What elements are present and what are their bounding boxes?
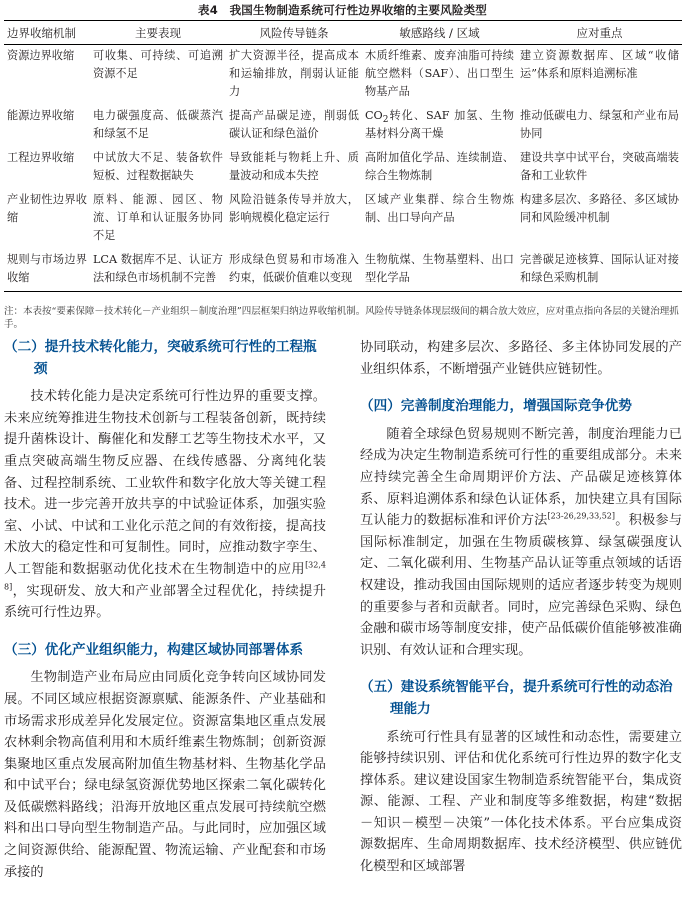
paragraph-text: 技术转化能力是决定系统可行性边界的重要支撑。未来应统筹推进生物技术创新与工程装备创新，既持续提升菌株设计、酶催化和发酵工艺等生物技术水平，又重点突破高端生物反应器、在线传感器、分离纯化装备、过程控制系统、工业软件和数字化放大等关键工程技术。进一步完善开放共享的中试验证体系，加强实验室、小试、中试和工业化示范之间的有效衔接，提高技术放大的稳定性和可复制性。同时，应推动数字孪生、人工智能和数据驱动优化技术在生物制造中的应用 (4, 389, 326, 577)
header-cell: 风险传导链条 (226, 21, 362, 45)
co2-subscript: 2 (382, 115, 389, 126)
table-cell: 能源边界收缩 (7, 109, 75, 122)
table-note: 注：本表按“要素保障－技术转化－产业组织－制度治理”四层框架归纳边界收缩机制。风险传导链条体现层级间的耦合放大效应，应对重点指向各层的关键治理抓手。 (4, 306, 679, 330)
table-cell: 导致能耗与物耗上升、质量波动和成本失控 (229, 151, 359, 182)
table-cell: 规则与市场边界收缩 (4, 249, 90, 292)
citation-ref: [32,48] (4, 560, 326, 592)
table-header-row (4, 21, 682, 45)
citation-ref: [23-26,29,33,52] (547, 511, 616, 521)
section-heading-2: （二）提升技术转化能力，突破系统可行性的工程瓶颈 (4, 339, 317, 377)
paragraph-text: 。积极参与国际标准制定，加强在生物质碳核算、绿氢碳强度认定、二氧化碳利用、生物基产品认证等重点领域的话语权建设，推动我国由国际规则的适应者逐步转变为规则的重要参与者和贡献者。同时，应完善绿色采购、绿色金融和碳市场等制度安排，使产品低碳价值能够被准确识别、有效认证和合理实现。 (360, 513, 683, 658)
table-cell: 构建多层次、多路径、多区域协同和风险缓冲机制 (520, 193, 679, 224)
table-cell (362, 105, 517, 147)
table-cell: 工程边界收缩 (7, 151, 75, 164)
table-row (4, 189, 682, 249)
table-cell: LCA 数据库不足、认证方法和绿色市场机制不完善 (90, 249, 226, 292)
body-paragraph: 协同联动，构建多层次、多路径、多主体协同发展的产业组织体系，不断增强产业链供应链韧性。 (360, 340, 682, 377)
table-cell: 推动低碳电力、绿氢和产业布局协同 (520, 109, 679, 140)
table-cell: 原料、能源、园区、物流、订单和认证服务协同不足 (93, 193, 223, 242)
table-row (4, 249, 682, 292)
body-paragraph: 系统可行性具有显著的区域性和动态性，需要建立能够持续识别、评估和优化系统可行性边界的数字化支撑体系。建议建设国家生物制造系统智能平台，集成资源、能源、工程、产业和制度等多维数据，构建“数据－知识－模型－决策”一体化技术体系。平台应集成资源数据库、生命周期数据库、技术经济模型、供应链优化模型和区域部署 (360, 729, 682, 875)
header-cell: 敏感路线 / 区域 (362, 21, 517, 45)
right-column (360, 337, 682, 878)
table-cell: 风险沿链条传导并放大，影响规模化稳定运行 (229, 193, 359, 224)
section-heading-4: （四）完善制度治理能力，增强国际竞争优势 (360, 398, 632, 415)
table-cell: 形成绿色贸易和市场准入约束，低碳价值难以变现 (226, 249, 362, 292)
table-cell: 木质纤维素、废弃油脂可持续航空燃料（SAF）、出口型生物基产品 (365, 49, 514, 98)
body-paragraph: 生物制造产业布局应由同质化竞争转向区域协同发展。不同区域应根据资源禀赋、能源条件、产业基础和市场需求形成差异化发展定位。资源富集地区重点发展农林剩余物高值利用和木质纤维素生物炼制；创新资源集聚地区重点发展高附加值生物基材料、生物基化学品和中试平台；绿电绿氢资源优势地区探索二氧化碳转化及低碳燃料路线；沿海开放地区重点发展可持续航空燃料和出口导向型生物制造产品。与此同时，应加强区域之间资源供给、能源配置、物流运输、产业配套和市场承接的 (4, 670, 326, 880)
header-cell: 边界收缩机制 (4, 21, 90, 45)
table-cell: 可收集、可持续、可追溯资源不足 (93, 49, 223, 80)
risk-table (4, 20, 682, 292)
table-cell: 建设共享中试平台，突破高端装备和工业软件 (520, 151, 679, 182)
table-cell: 扩大资源半径，提高成本和运输排放，削弱认证能力 (229, 49, 359, 98)
table-cell: 高附加值化学品、连续制造、综合生物炼制 (365, 151, 514, 182)
table-cell: 资源边界收缩 (7, 49, 75, 62)
table-cell: 提高产品碳足迹，削弱低碳认证和绿色溢价 (229, 109, 359, 140)
co2-text: CO (365, 109, 383, 122)
table-cell: 区域产业集群、综合生物炼制、出口导向产品 (365, 193, 514, 224)
table-cell: 完善碳足迹核算、国际认证对接和绿色采购机制 (517, 249, 682, 292)
section-heading-5: （五）建设系统智能平台，提升系统可行性的动态治理能力 (360, 679, 673, 717)
table-row (4, 147, 682, 189)
paragraph-text: ，实现研发、放大和产业部署全过程优化，持续提升系统可行性边界。 (4, 583, 326, 621)
left-column (4, 337, 326, 883)
table-cell: 建立资源数据库、区域“收储运”体系和原料追溯标准 (520, 49, 679, 80)
header-cell: 主要表现 (90, 21, 226, 45)
table-cell: 生物航煤、生物基塑料、出口型化学品 (362, 249, 517, 292)
body-paragraph (4, 386, 326, 624)
section-heading-3: （三）优化产业组织能力，构建区域协同部署体系 (4, 641, 304, 658)
paragraph-text: 随着全球绿色贸易规则不断完善，制度治理能力已经成为决定生物制造系统可行性的重要组成部分。未来应持续完善全生命周期评价方法、产品碳足迹核算体系、原料追溯体系和绿色认证体系，加快建立具有国际互认能力的数据标准和评价方法 (360, 426, 682, 529)
table-cell: 中试放大不足、装备软件短板、过程数据缺失 (93, 151, 223, 182)
table-cell: 电力碳强度高、低碳蒸汽和绿氢不足 (93, 109, 223, 140)
body-paragraph (360, 424, 682, 662)
table-cell: 产业韧性边界收缩 (7, 193, 87, 224)
header-cell: 应对重点 (517, 21, 682, 45)
energy-route-text: 转化、SAF 加氢、生物基材料分离干燥 (365, 109, 514, 140)
table-row (4, 105, 682, 147)
table-caption: 表4 我国生物制造系统可行性边界收缩的主要风险类型 (198, 3, 487, 17)
table-row (4, 45, 682, 106)
